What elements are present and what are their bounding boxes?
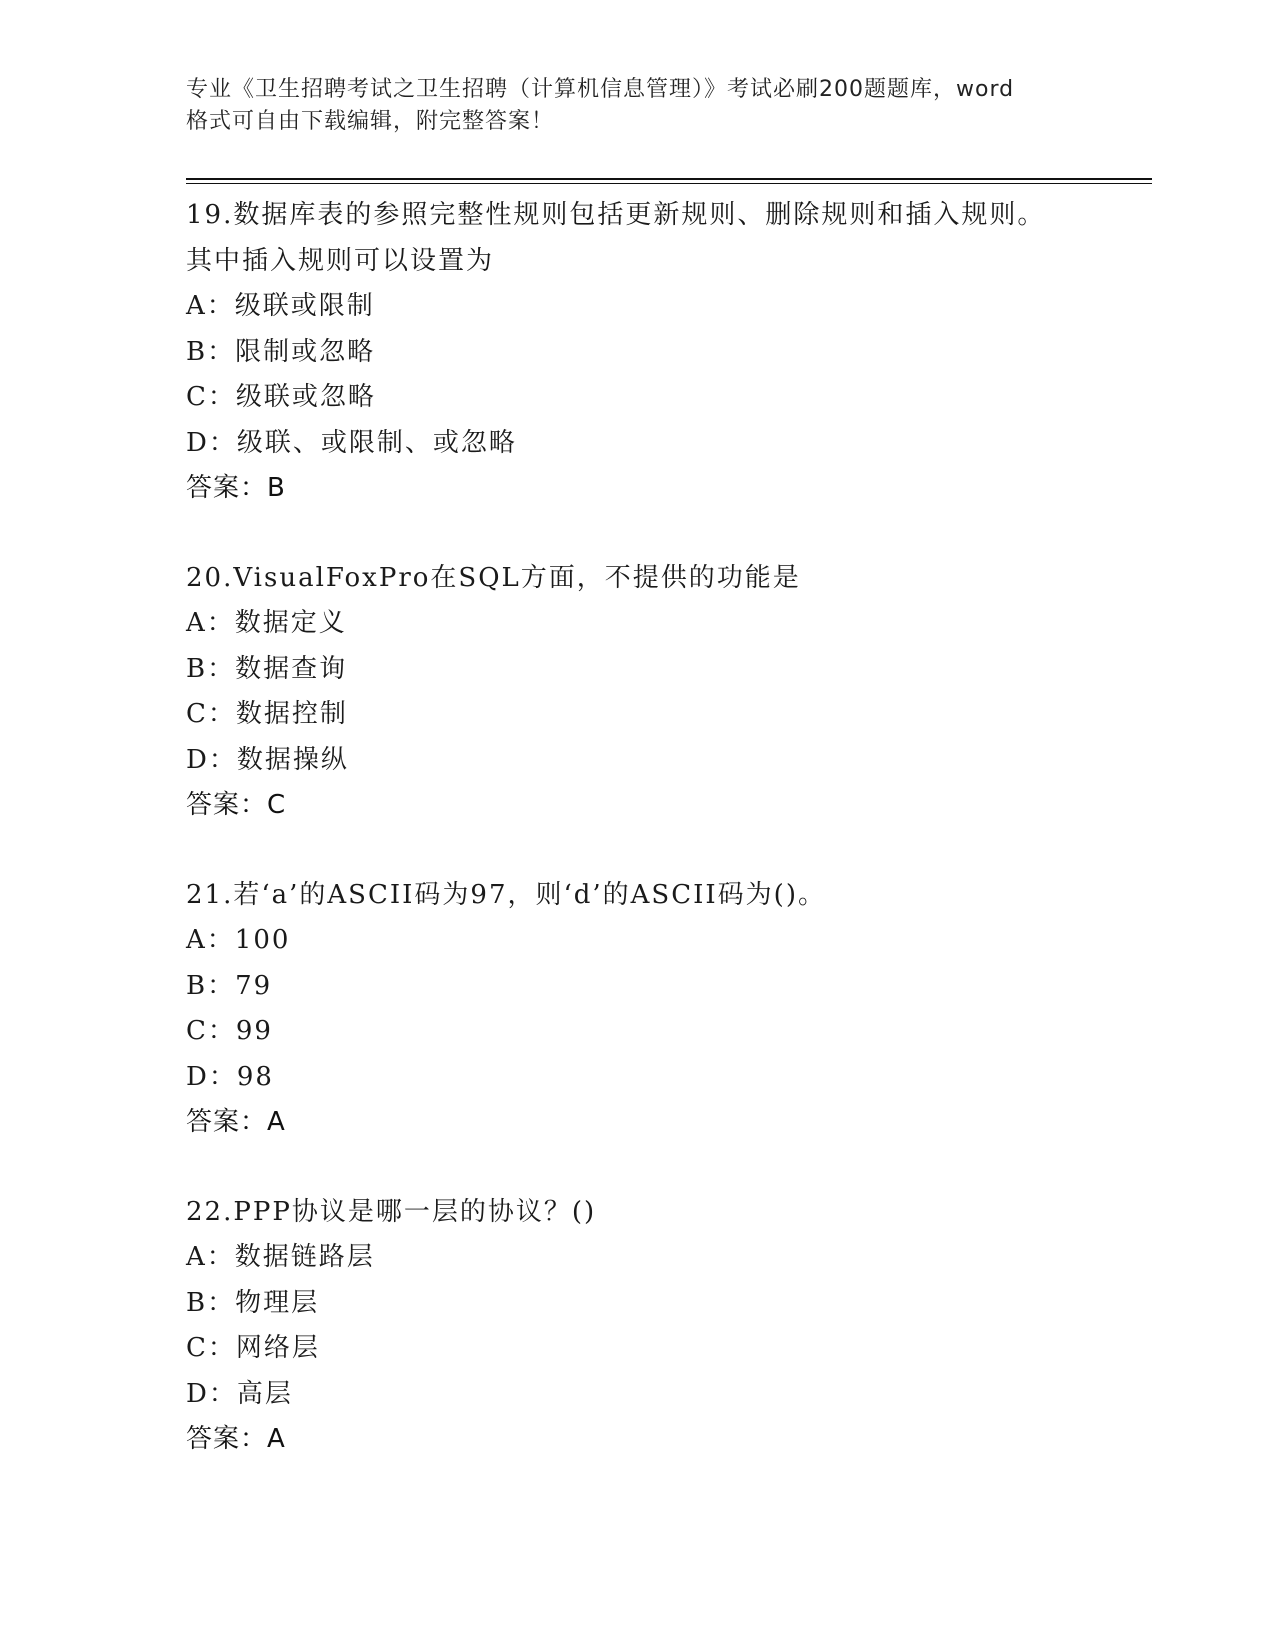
option-d: D：98	[186, 1061, 274, 1092]
question-text-line: 19.数据库表的参照完整性规则包括更新规则、删除规则和插入规则。	[186, 200, 1046, 230]
option-a: A：100	[186, 925, 291, 955]
option-a: A：级联或限制	[186, 291, 375, 321]
option-c: C：数据控制	[186, 699, 348, 729]
answer-line: 答案：C	[186, 790, 287, 820]
question-19	[186, 193, 1086, 512]
option-b: B：限制或忽略	[186, 336, 376, 367]
question-text-line: 其中插入规则可以设置为	[186, 245, 495, 276]
answer-line: 答案：A	[186, 1107, 286, 1137]
option-d: D：级联、或限制、或忽略	[186, 427, 517, 458]
option-c: C：级联或忽略	[186, 382, 376, 412]
question-text-line: 21.若‘a’的ASCII码为97，则‘d’的ASCII码为()。	[186, 879, 826, 910]
question-text-line: 22.PPP协议是哪一层的协议？()	[186, 1196, 597, 1227]
document-header	[186, 74, 1086, 138]
question-21	[186, 873, 1086, 1146]
option-c: C：网络层	[186, 1333, 320, 1363]
option-b: B：物理层	[186, 1287, 320, 1318]
question-20	[186, 556, 1086, 829]
answer-line: 答案：B	[186, 473, 286, 503]
option-a: A：数据链路层	[186, 1242, 375, 1272]
question-list	[186, 193, 1086, 1507]
option-a: A：数据定义	[186, 608, 347, 638]
option-d: D：高层	[186, 1378, 293, 1409]
header-divider-thick	[186, 178, 1152, 180]
question-22	[186, 1190, 1086, 1463]
option-b: B：79	[186, 970, 273, 1001]
option-b: B：数据查询	[186, 653, 348, 684]
header-line-1: 专业《卫生招聘考试之卫生招聘（计算机信息管理）》考试必刷200题题库，word	[186, 77, 1015, 102]
answer-line: 答案：A	[186, 1424, 286, 1454]
question-text-line: 20.VisualFoxPro在SQL方面，不提供的功能是	[186, 562, 801, 593]
header-divider-thin	[186, 183, 1152, 184]
header-line-2: 格式可自由下载编辑，附完整答案！	[186, 109, 555, 134]
option-c: C：99	[186, 1016, 273, 1046]
option-d: D：数据操纵	[186, 744, 349, 775]
